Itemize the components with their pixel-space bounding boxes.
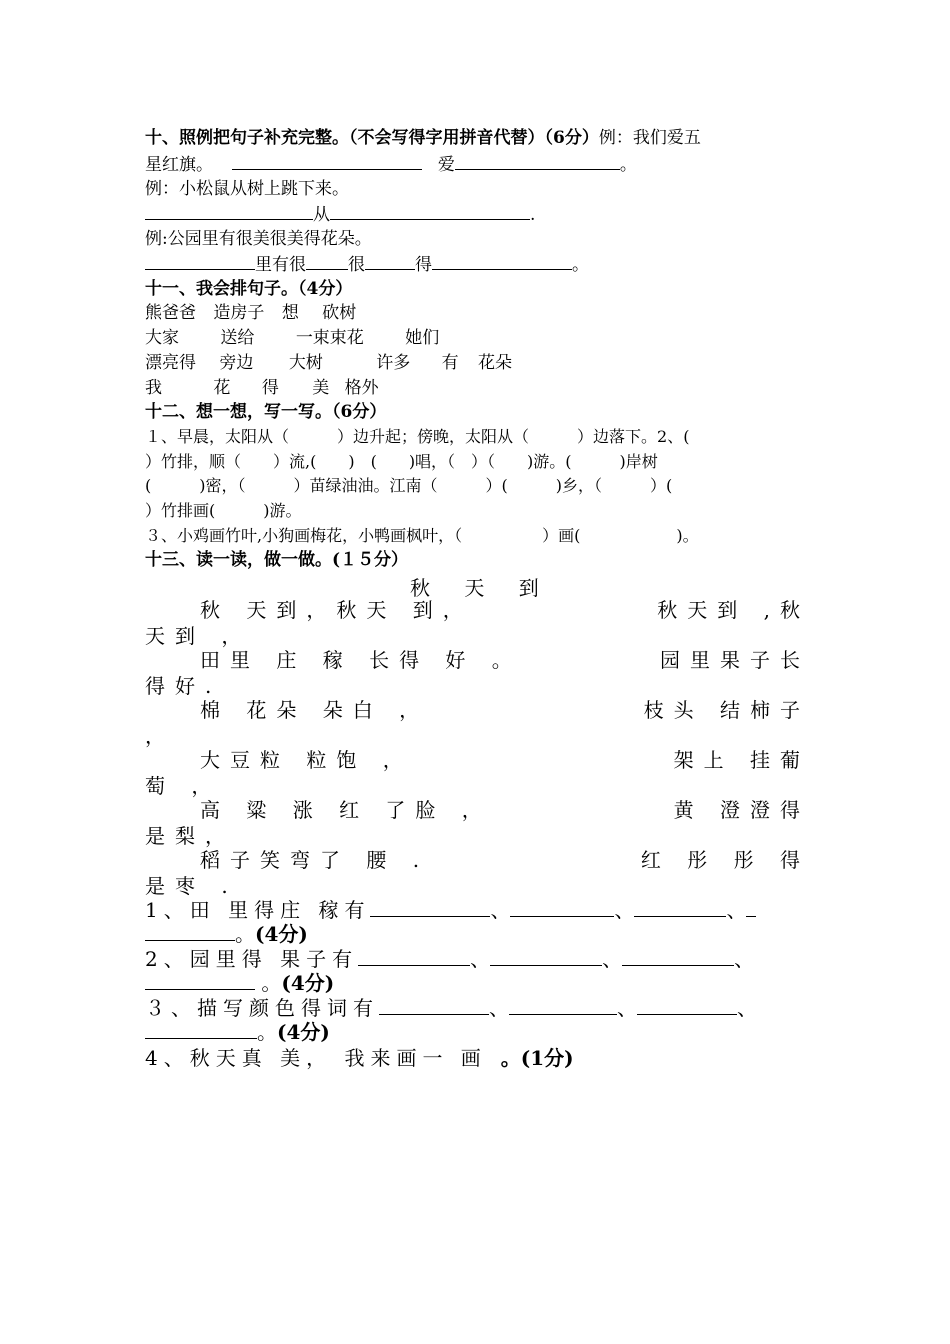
poem-line-right: 架上 挂葡: [673, 748, 810, 772]
answer-blank[interactable]: [145, 203, 313, 220]
poem-line-wrap: 是梨，: [145, 824, 235, 848]
answer-blank[interactable]: [330, 203, 530, 220]
word: 美: [312, 378, 330, 398]
section-10-example-3-blanks: [145, 253, 810, 276]
example-2-end: .: [530, 205, 536, 225]
section-10-example-1-start: 例：我们爱五: [598, 128, 701, 148]
word: 一束束花: [295, 328, 364, 348]
section-12-line-4: ）竹排画( )游。: [145, 501, 302, 520]
word: 她们: [405, 328, 440, 348]
section-10-example-2: 例：小松鼠从树上跳下来。: [145, 179, 349, 199]
answer-blank[interactable]: [232, 153, 422, 170]
question-1-cont: 。(4分): [145, 922, 810, 946]
word: 花朵: [478, 353, 513, 373]
answer-blank[interactable]: [637, 998, 737, 1015]
example-1-ai: 爱: [437, 155, 455, 175]
answer-blank[interactable]: [145, 253, 255, 270]
poem-line-right: 秋天到 ,秋: [657, 598, 810, 622]
fill-text: １、早晨，太阳从（ ）边升起；傍晚，太阳从（ ）边落下。2: [145, 427, 668, 446]
score: 。(1分): [500, 1046, 574, 1070]
word: 造房子: [213, 303, 265, 323]
score: (4分): [277, 1020, 330, 1044]
answer-blank[interactable]: [145, 1022, 257, 1039]
section-12-line-2: ）竹排，顺（ ）流,( ) ( )唱，（ ）（ )游。( )岸树: [145, 452, 658, 471]
section-10-example-3: 例:公园里有很美很美得花朵。: [145, 229, 372, 249]
word-row: [145, 352, 810, 374]
section-10-heading: [145, 127, 810, 149]
section-10-example-2-blanks: [145, 203, 810, 226]
word-row: [145, 302, 810, 324]
word: 许多: [376, 353, 411, 373]
poem-line-wrap: 得好.: [145, 674, 222, 698]
poem-title: 秋 天 到: [410, 576, 553, 600]
section-12-line-5: ３、小鸡画竹叶,小狗画梅花，小鸭画枫叶，（ ）画( )。: [145, 526, 699, 545]
answer-blank[interactable]: [379, 998, 489, 1015]
fill-text: 、(: [667, 427, 690, 446]
answer-blank[interactable]: [432, 253, 572, 270]
word: 旁边: [219, 353, 254, 373]
poem-line-left: 棉 花朵 朵白 ，: [200, 698, 430, 722]
word: 砍树: [322, 303, 357, 323]
question-2: 2、园里得 果子有 、 、 、: [145, 947, 755, 971]
answer-blank[interactable]: [370, 900, 490, 917]
word: 我: [145, 378, 162, 398]
word: 有: [441, 353, 459, 373]
poem-line-wrap: 天到 ，: [145, 624, 252, 648]
answer-blank[interactable]: [509, 998, 617, 1015]
answer-blank[interactable]: [634, 900, 726, 917]
section-12-line-3: ( )密，（ ）苗绿油油。江南（ ）( )乡，（ ）(: [145, 476, 673, 495]
answer-blank[interactable]: [306, 253, 348, 270]
answer-blank[interactable]: [145, 973, 255, 990]
answer-blank[interactable]: [622, 949, 734, 966]
word: 想: [281, 303, 299, 323]
question-text: 2、园里得 果子有: [145, 947, 359, 971]
word: 得: [261, 378, 279, 398]
question-1: 1、田 里得庄 稼有 、 、 、: [145, 898, 810, 922]
word: 大家: [145, 328, 179, 348]
word: 漂亮得: [145, 353, 196, 373]
poem-line-left: 大豆粒 粒饱 ，: [200, 748, 413, 772]
poem-line-wrap: 是枣 .: [145, 874, 238, 898]
poem-line-left: 田里 庄 稼 长得 好 。: [200, 648, 522, 672]
answer-blank[interactable]: [455, 153, 620, 170]
section-11-title: 十一、我会排句子。（4分）: [145, 279, 353, 299]
section-12-title: 十二、想一想，写一写。（6分）: [145, 402, 387, 422]
answer-blank[interactable]: [510, 900, 614, 917]
question-2-cont: 。(4分): [145, 971, 810, 995]
section-10-example-1-blanks: [145, 153, 810, 176]
word: 熊爸爸: [145, 303, 196, 323]
answer-blank[interactable]: [490, 949, 602, 966]
word: 花: [213, 378, 231, 398]
poem-line-left: 秋 天到，秋天 到，: [200, 598, 473, 622]
example-3-end: 。: [572, 255, 589, 275]
poem-line-left: 高 粱 涨 红 了脸 ，: [200, 798, 492, 822]
example-3-a: 里有很: [255, 255, 306, 275]
question-text: ３、描写颜色得词有: [145, 996, 379, 1020]
word: 大树: [288, 353, 323, 373]
section-10-title: 十、照例把句子补充完整。（不会写得字用拼音代替）（6分）: [145, 128, 599, 148]
poem-line-right: 枝头 结柿子: [643, 698, 810, 722]
section-12-line-1: [145, 426, 810, 448]
answer-blank[interactable]: [145, 924, 235, 941]
score: (4分): [255, 922, 308, 946]
poem-line-left: 稻子笑弯了 腰 .: [200, 848, 430, 872]
question-3-cont: 。(4分): [145, 1020, 810, 1044]
question-4: [145, 1046, 810, 1070]
question-text: 4、秋天真 美， 我来画一 画: [145, 1046, 487, 1070]
answer-blank[interactable]: [358, 949, 470, 966]
section-13-title: 十三、读一读，做一做。(１５分）: [145, 550, 409, 570]
question-3: ３、描写颜色得词有 、 、 、: [145, 996, 757, 1020]
word-row: [145, 327, 810, 349]
example-1-prefix: 星红旗。: [145, 155, 213, 175]
question-text: 1、田 里得庄 稼有: [145, 898, 371, 922]
poem-line-right: 园里果子长: [660, 648, 810, 672]
poem-line-right: 红 彤 彤 得: [640, 848, 810, 872]
example-3-c: 得: [415, 255, 432, 275]
answer-blank[interactable]: [365, 253, 415, 270]
poem-line-wrap: 萄 ，: [145, 774, 222, 798]
example-3-b: 很: [348, 255, 365, 275]
word-row: [145, 377, 810, 399]
word: 格外: [344, 378, 379, 398]
example-1-end: 。: [619, 155, 637, 175]
poem-line-wrap: ，: [145, 724, 175, 748]
score: (4分): [281, 971, 335, 995]
answer-blank[interactable]: [746, 900, 756, 917]
poem-line-right: 黄 澄澄得: [673, 798, 810, 822]
word: 送给: [220, 328, 255, 348]
example-2-cong: 从: [313, 205, 330, 225]
